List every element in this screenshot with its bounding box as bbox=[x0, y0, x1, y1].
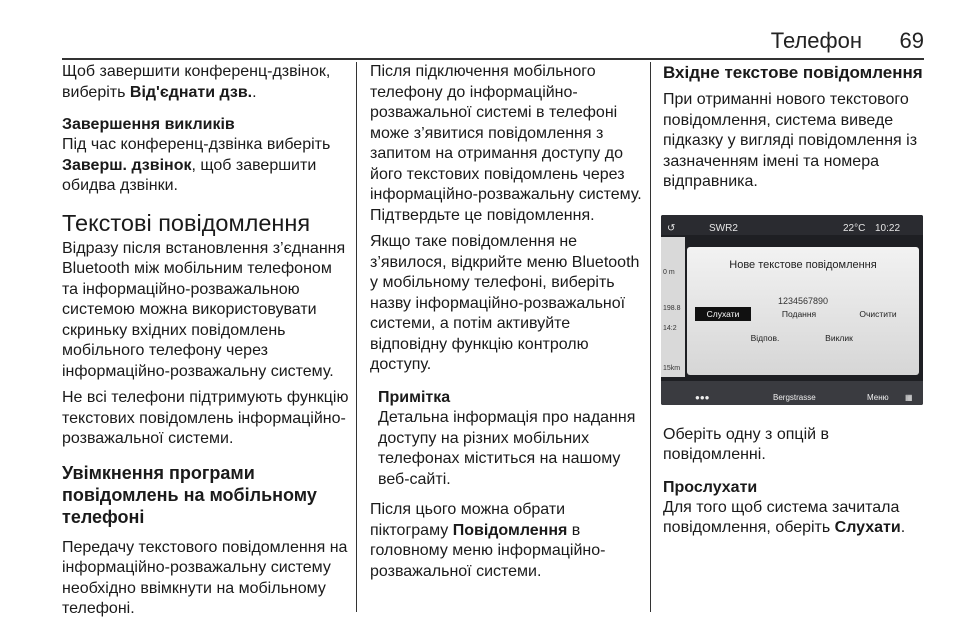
term-messages: Повідомлення bbox=[452, 521, 568, 539]
heading-listen: Прослухати bbox=[663, 478, 758, 496]
time-label: 10:22 bbox=[875, 222, 901, 234]
clear-button[interactable]: Очистити bbox=[859, 308, 897, 319]
view-button[interactable]: Подання bbox=[781, 308, 817, 319]
dialog-title: Нове текстове повідомлення bbox=[729, 258, 877, 271]
paragraph: Після підключення мобільного телефону до інформаційно-розважальної системі в телефоні може з’явитися повідомлення з запитом на отримання доступу до його текстових повідомлень через інформаційно-розважальну систему. Підтвердьте це повідомлення. bbox=[370, 63, 642, 224]
paragraph: Щоб завершити конференц-дзвінок, виберіть Від'єднати дзв.. bbox=[62, 63, 331, 101]
column-right bbox=[663, 62, 933, 551]
term-disconnect: Від'єднати дзв. bbox=[129, 83, 253, 101]
paragraph: Після цього можна обрати піктограму Повідомлення в головному меню інформаційно-розважальної системи. bbox=[370, 501, 606, 580]
menu-button[interactable]: Меню bbox=[867, 392, 889, 402]
heading-enable-app: Увімкнення програми повідомлень на мобільному телефоні bbox=[62, 462, 317, 527]
column-left bbox=[62, 62, 352, 632]
heading-text-messages: Текстові повідомлення bbox=[62, 209, 311, 236]
page-header bbox=[62, 26, 924, 60]
paragraph: Передачу текстового повідомлення на інформаційно-розважальну систему необхідно ввімкнути на мобільному телефоні. bbox=[62, 538, 348, 617]
note-title: Примітка bbox=[378, 388, 451, 406]
note-text: Детальна інформація про надання доступу на різних мобільних телефонах міститься на нашому веб-сайті. bbox=[378, 409, 636, 488]
paragraph: Не всі телефони підтримують функцію текстових повідомлень інформаційно-розважальної системи. bbox=[62, 389, 349, 447]
column-divider bbox=[356, 62, 357, 612]
screen-bottom-bar bbox=[661, 381, 923, 405]
screen-side-panel: 0 m 198.8 14:2 15km bbox=[661, 237, 685, 377]
temperature-label: 22°C bbox=[843, 222, 866, 234]
heading-incoming-message: Вхідне текстове повідомлення bbox=[663, 63, 923, 82]
paragraph: При отриманні нового текстового повідомлення, система виведе підказку у вигляді повідомлення із зазначенням імені та номера відправника. bbox=[663, 91, 918, 190]
heading-end-calls: Завершення викликів bbox=[62, 116, 235, 133]
term-listen: Слухати bbox=[834, 519, 901, 536]
call-button[interactable]: Виклик bbox=[825, 332, 853, 343]
term-end-call: Заверш. дзвінок bbox=[62, 156, 192, 174]
paragraph: Якщо таке повідомлення не з’явилося, відкрийте меню Bluetooth у мобільному телефоні, виберіть назву інформаційно-розважальної системи, а потім активуйте відповідну функцію контролю доступу. bbox=[370, 233, 640, 373]
back-icon: ↺ bbox=[667, 222, 676, 234]
column-middle bbox=[370, 62, 642, 594]
screen-status-bar bbox=[661, 215, 923, 235]
note-box bbox=[378, 388, 650, 491]
apps-icon[interactable]: ●●● bbox=[695, 392, 710, 402]
paragraph: Оберіть одну з опцій в повідомленні. bbox=[663, 425, 829, 463]
page-number: 69 bbox=[899, 28, 924, 53]
paragraph: Відразу після встановлення з’єднання Bluetooth між мобільним телефоном та інформаційно-розважальною системою можна використовувати скриньку вхідних повідомлень мобільного телефону через інформаційно-розважальну систему. bbox=[62, 239, 346, 380]
sender-number: 1234567890 bbox=[777, 295, 829, 306]
infotainment-screenshot bbox=[661, 215, 923, 405]
reply-button[interactable]: Відпов. bbox=[750, 332, 780, 343]
new-message-dialog bbox=[687, 247, 919, 375]
page-header-title: Телефон bbox=[770, 28, 862, 53]
paragraph: Для того щоб система зачитала повідомлення, оберіть Слухати. bbox=[663, 498, 906, 536]
grid-icon[interactable]: ▦ bbox=[905, 392, 913, 402]
street-label: Bergstrasse bbox=[773, 392, 816, 402]
paragraph: Під час конференц-дзвінка виберіть Заверш. дзвінок, щоб завершити обидва дзвінки. bbox=[62, 136, 331, 194]
station-label: SWR2 bbox=[709, 222, 738, 234]
column-divider bbox=[650, 62, 651, 612]
listen-button[interactable]: Слухати bbox=[695, 307, 751, 321]
